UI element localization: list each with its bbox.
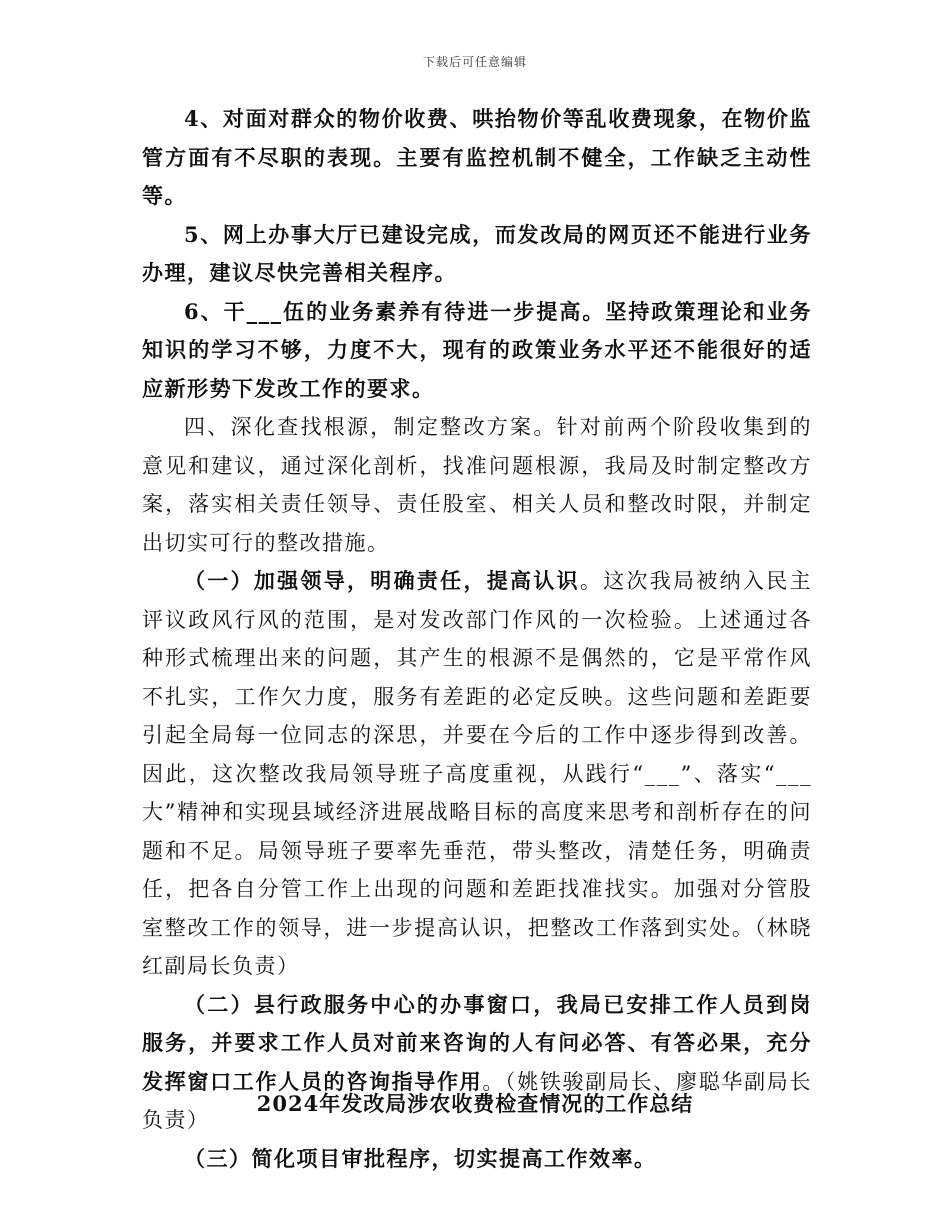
paragraph-item-6: 6、干___伍的业务素养有待进一步提高。坚持政策理论和业务知识的学习不够，力度不大，现有的政策业务水平还不能很好的适应新形势下发改工作的要求。: [142, 298, 812, 401]
measure-2-body: 。（姚铁骏副局长、廖聪华副局长负责）: [142, 1069, 812, 1132]
measure-2-heading: （二）县行政服务中心的办事窗口，我局已安排工作人员到岗服务，并要求工作人员对前来咨询的人有问必答、有答必果，充分发挥窗口工作人员的咨询指导作用: [142, 991, 812, 1094]
page-header-note: 下载后可任意编辑: [422, 55, 527, 69]
paragraph-item-4: 4、对面对群众的物价收费、哄抬物价等乱收费现象，在物价监管方面有不尽职的表现。主要有监控机制不健全，工作缺乏主动性等。: [142, 106, 812, 208]
document-body: [142, 100, 812, 1178]
measure-1-heading: （一）加强领导，明确责任，提高认识: [184, 568, 580, 593]
paragraph-section-4: 四、深化查找根源，制定整改方案。针对前两个阶段收集到的意见和建议，通过深化剖析，找准问题根源，我局及时制定整改方案，落实相关责任领导、责任股室、相关人员和整改时限，并制定出切实可行的整改措施。: [142, 415, 812, 555]
document-title: 2024年发改局涉农收费检查情况的工作总结: [256, 1091, 694, 1116]
measure-1-body: 。这次我局被纳入民主评议政风行风的范围，是对发改部门作风的一次检验。上述通过各种形式梳理出来的问题，其产生的根源不是偶然的，它是平常作风不扎实，工作欠力度，服务有差距的必定反映。这些问题和差距要引起全局每一位同志的深思，并要在今后的工作中逐步得到改善。因此，这次整改我局领导班子高度重视，从践行“___”、落实“___大”精神和实现县域经济进展战略目标的高度来思考和剖析存在的问题和不足。局领导班子要率先垂范，带头整改，清楚任务，明确责任，把各自分管工作上出现的问题和差距找准找实。加强对分管股室整改工作的领导，进一步提高认识，把整改工作落到实处。（林晓红副局长负责）: [142, 569, 813, 978]
paragraph-item-5: 5、网上办事大厅已建设完成，而发改局的网页还不能进行业务办理，建议尽快完善相关程序。: [142, 221, 812, 285]
paragraph-measure-3: （三）简化项目审批程序，切实提高工作效率。: [184, 1145, 657, 1171]
paragraph-measure-1: [142, 562, 812, 986]
